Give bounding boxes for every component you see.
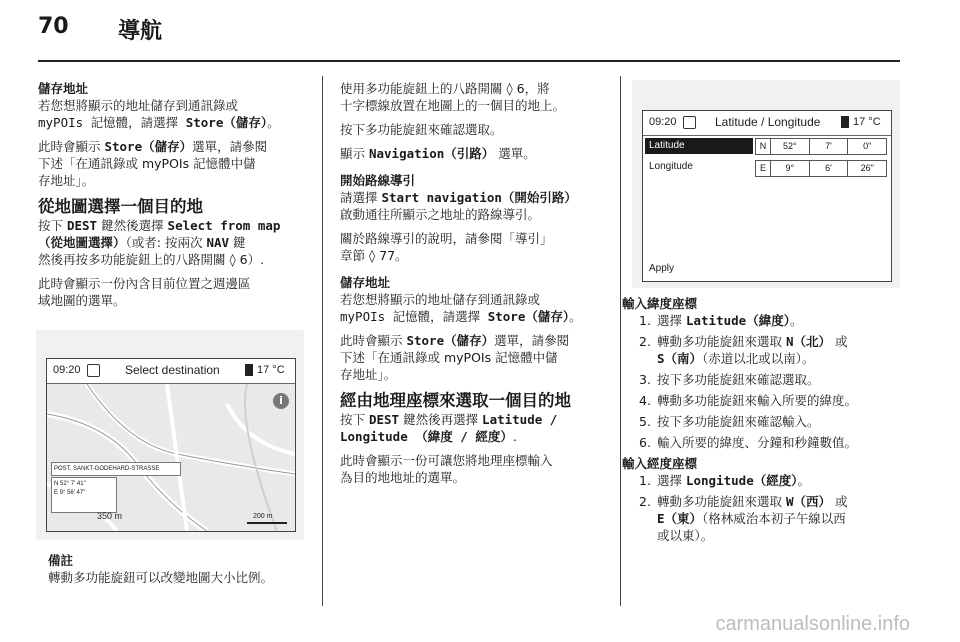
select-from-map-heading: 從地圖選擇一個目的地 — [38, 197, 203, 216]
row-east[interactable] — [755, 160, 887, 177]
list-item: 2. 轉動多功能旋鈕來選取 W（西） 或 E（東）（格林威治本初子午線以西 或以東）。 — [639, 494, 848, 543]
store-menu-paragraph-2: 此時會顯示 Store（儲存）選單，請參閱 下述「在通訊錄或 myPOIs 記憶體中儲 存地址」。 — [340, 333, 570, 382]
smiley-icon — [87, 364, 100, 377]
map-menu-paragraph: 此時會顯示一份內含目前位置之週邊區 域地圖的選單。 — [38, 276, 251, 308]
row-north[interactable] — [755, 138, 887, 155]
temperature: 17 °C — [257, 364, 285, 376]
watermark: carmanualsonline.info — [715, 613, 910, 635]
list-item: 5. 按下多功能旋鈕來確認輸入。 — [639, 414, 820, 429]
middle-column — [340, 80, 614, 493]
status-bar — [47, 359, 295, 384]
menu-item-longitude[interactable]: Longitude — [649, 161, 693, 172]
list-item: 3. 按下多功能旋鈕來確認選取。 — [639, 372, 820, 387]
latitude-longitude-screenshot — [632, 80, 900, 288]
longitude-minutes[interactable]: 6' — [810, 161, 849, 176]
start-guidance-paragraph: 請選擇 Start navigation（開始引路） 啟動通往所顯示之地址的路線導引。 — [340, 190, 577, 222]
smiley-icon — [683, 116, 696, 129]
screen-title: Latitude / Longitude — [715, 115, 821, 129]
column-divider-right — [620, 76, 621, 606]
menu-item-latitude[interactable]: Latitude — [645, 138, 753, 154]
list-item: 2. 轉動多功能旋鈕來選取 N（北） 或 S（南）（赤道以北或以南）。 — [639, 334, 848, 366]
list-item: 1. 選擇 Longitude（經度）。 — [639, 473, 810, 488]
geo-menu-paragraph: 此時會顯示一份可讓您將地理座標輸入 為目的地地址的選單。 — [340, 453, 553, 485]
right-column — [622, 295, 902, 548]
info-button[interactable]: i — [273, 393, 289, 409]
geo-coordinates-paragraph: 按下 DEST 鍵然後再選擇 Latitude / Longitude （緯度 / 經度）. — [340, 412, 558, 444]
distance-label: 350 m — [97, 511, 123, 521]
save-address-heading: 儲存地址 — [38, 81, 89, 96]
save-address-heading-2: 儲存地址 — [340, 275, 391, 290]
start-guidance-heading: 開始路線導引 — [340, 173, 416, 188]
coordinate-table — [755, 138, 887, 177]
latitude-longitude-display — [642, 110, 892, 282]
navigation-menu-paragraph: 顯示 Navigation（引路） 選單。 — [340, 146, 536, 161]
note-block — [48, 552, 316, 586]
phone-icon — [841, 116, 849, 128]
crosshair-paragraph: 使用多功能旋鈕上的八路開關 ◊ 6，將 十字標線放置在地圖上的一個目的地上。 — [340, 81, 566, 113]
longitude-steps — [622, 472, 902, 544]
page-number: 70 — [38, 14, 69, 39]
scale-bar — [247, 522, 287, 524]
street-label: POST, SANKT-GODEHARD-STRASSE — [51, 462, 181, 476]
page-header — [0, 0, 960, 60]
guidance-reference-paragraph: 關於路線導引的說明，請參閱「導引」 章節 ◊ 77。 — [340, 231, 553, 263]
list-item: 4. 轉動多功能旋鈕來輸入所要的緯度。 — [639, 393, 858, 408]
store-menu-paragraph: 此時會顯示 Store（儲存）選單，請參閱 下述「在通訊錄或 myPOIs 記憶體中儲 存地址」。 — [38, 139, 268, 188]
latitude-input-heading: 輸入緯度座標 — [622, 296, 698, 311]
note-heading: 備註 — [48, 553, 74, 568]
select-destination-display — [46, 358, 296, 532]
hemisphere-east[interactable]: E — [756, 161, 771, 176]
note-text: 轉動多功能旋鈕可以改變地圖大小比例。 — [48, 570, 274, 585]
latitude-minutes[interactable]: 7' — [810, 139, 849, 154]
longitude-input-heading: 輸入經度座標 — [622, 456, 698, 471]
temperature: 17 °C — [853, 116, 881, 128]
list-item: 6. 輸入所要的緯度、分鐘和秒鐘數值。 — [639, 435, 858, 450]
longitude-degrees[interactable]: 9° — [771, 161, 810, 176]
latitude-steps — [622, 312, 902, 451]
header-rule — [38, 60, 900, 62]
select-from-map-paragraph: 按下 DEST 鍵然後選擇 Select from map （從地圖選擇）（或者: 按兩次 NAV 鍵 然後再按多功能旋鈕上的八路開關 ◊ 6）. — [38, 218, 281, 267]
save-address-paragraph: 若您想將顯示的地址儲存到通訊錄或 myPOIs 記憶體，請選擇 Store（儲存）。 — [38, 98, 280, 130]
coordinate-north: N 52° 7' 41" — [54, 481, 86, 487]
latitude-degrees[interactable]: 52° — [771, 139, 810, 154]
status-bar — [643, 111, 891, 136]
scale-label: 200 m — [253, 513, 273, 520]
page-title: 導航 — [118, 19, 163, 44]
longitude-seconds[interactable]: 26" — [860, 163, 874, 173]
clock: 09:20 — [53, 364, 81, 376]
geo-coordinates-heading: 經由地理座標來選取一個目的地 — [340, 391, 571, 410]
coordinate-east: E 9° 56' 47" — [54, 490, 86, 496]
hemisphere-north[interactable]: N — [756, 139, 771, 154]
coordinate-box — [51, 477, 117, 513]
screen-title: Select destination — [125, 363, 220, 377]
save-address-paragraph-2: 若您想將顯示的地址儲存到通訊錄或 myPOIs 記憶體，請選擇 Store（儲存）。 — [340, 292, 582, 324]
column-divider-left — [322, 76, 323, 606]
phone-icon — [245, 364, 253, 376]
left-column — [38, 80, 316, 316]
select-destination-screenshot — [36, 330, 304, 540]
confirm-paragraph: 按下多功能旋鈕來確認選取。 — [340, 122, 503, 137]
clock: 09:20 — [649, 116, 677, 128]
apply-button[interactable]: Apply — [649, 263, 675, 274]
latitude-seconds[interactable]: 0" — [863, 141, 872, 151]
list-item: 1. 選擇 Latitude（緯度）。 — [639, 313, 803, 328]
